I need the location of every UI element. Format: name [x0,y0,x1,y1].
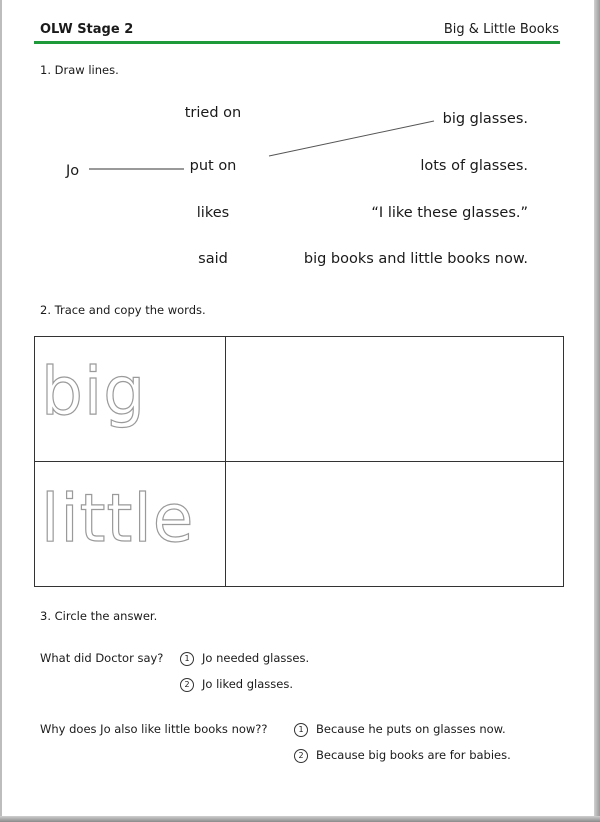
q2-option-1[interactable] [294,722,506,737]
q1-option-1[interactable] [180,651,309,666]
page-edge-bottom [0,816,600,822]
section3-title: 3. Circle the answer. [40,609,158,623]
option-number-2: 2 [294,749,308,763]
copy-cell-little[interactable] [225,462,563,587]
q1-option-1-text: Jo needed glasses. [202,651,310,665]
q1-option-2[interactable] [180,677,293,692]
trace-table [34,336,564,587]
verb-likes: likes [196,205,230,221]
q2-option-2-text: Because big books are for babies. [316,748,511,762]
header-book-title: Big & Little Books [443,22,559,37]
question-2: Why does Jo also like little books now?? [40,722,268,736]
trace-word-little: little [41,480,195,557]
header-stage: OLW Stage 2 [40,22,134,37]
matching-lines [0,0,600,300]
section2-title: 2. Trace and copy the words. [40,303,206,317]
verb-put-on: put on [189,158,237,174]
option-number-1: 1 [294,723,308,737]
verb-said: said [198,251,228,267]
trace-row-little [35,462,564,587]
trace-row-big [35,337,564,462]
ending-i-like-these: “I like these glasses.” [371,205,528,221]
copy-cell-big[interactable] [225,337,563,462]
ending-big-and-little-books: big books and little books now. [303,251,528,267]
q1-option-2-text: Jo liked glasses. [202,677,294,691]
subject-jo: Jo [66,163,80,179]
trace-cell-big [35,337,226,462]
q2-option-1-text: Because he puts on glasses now. [316,722,506,736]
trace-cell-little [35,462,226,587]
verb-tried-on: tried on [184,105,242,121]
ending-big-glasses: big glasses. [442,111,528,127]
ending-lots-of-glasses: lots of glasses. [420,158,528,174]
option-number-2: 2 [180,678,194,692]
option-number-1: 1 [180,652,194,666]
trace-word-big: big [41,353,147,430]
line-put-on-to-big-glasses [269,121,434,156]
q2-option-2[interactable] [294,748,511,763]
section1-title: 1. Draw lines. [40,63,119,77]
question-1: What did Doctor say? [40,651,164,665]
